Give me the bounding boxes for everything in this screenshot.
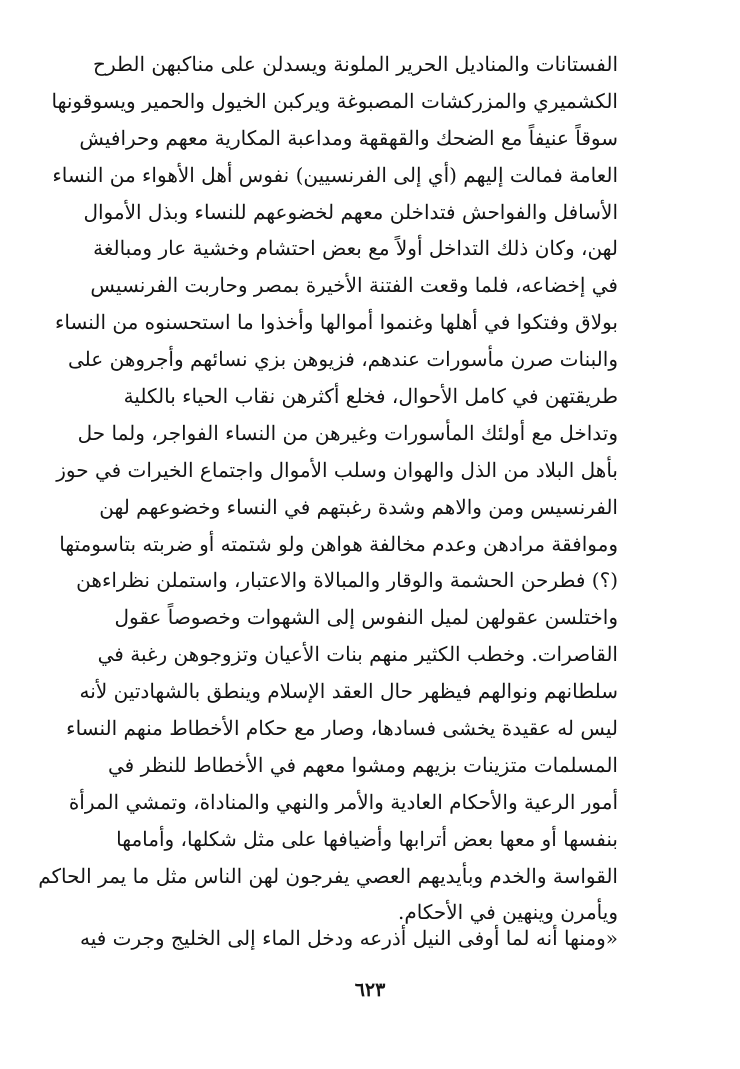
- text-line: لهن، وكان ذلك التداخل أولاً مع بعض احتشام وخشية عار ومبالغة: [93, 236, 618, 261]
- text-line: المسلمات متزينات بزيهم ومشوا معهم في الأخطاط للنظر في: [108, 752, 618, 777]
- main-paragraph: [38, 46, 618, 931]
- text-line: (؟) فطرحن الحشمة والوقار والمبالاة والاعتبار، واستملن نظراءهن: [76, 568, 618, 593]
- text-line: ويأمرن وينهين في الأحكام.: [398, 900, 618, 925]
- text-line: وموافقة مرادهن وعدم مخالفة هواهن ولو شتمته أو ضربته بتاسومتها: [59, 531, 618, 556]
- text-line: الكشميري والمزركشات المصبوغة ويركبن الخيول والحمير ويسوقونها: [51, 88, 618, 113]
- text-line: سلطانهم ونوالهم فيظهر حال العقد الإسلام وينطق بالشهادتين لأنه: [79, 679, 618, 704]
- text-line: طريقتهن في كامل الأحوال، فخلع أكثرهن نقاب الحياء بالكلية: [123, 384, 618, 409]
- text-line: سوقاً عنيفاً مع الضحك والقهقهة ومداعبة المكارية معهم وحرافيش: [79, 125, 618, 150]
- next-paragraph: [79, 920, 618, 957]
- next-paragraph-first-line: «ومنها أنه لما أوفى النيل أذرعه ودخل الماء إلى الخليج وجرت فيه: [79, 926, 618, 950]
- text-line: العامة فمالت إليهم (أي إلى الفرنسيين) نفوس أهل الأهواء من النساء: [52, 162, 618, 187]
- text-line: بولاق وفتكوا في أهلها وغنموا أموالها وأخذوا ما استحسنوه من النساء: [54, 310, 618, 335]
- text-line: بأهل البلاد من الذل والهوان وسلب الأموال واجتماع الخيرات في حوز: [56, 457, 618, 482]
- text-line: الأسافل والفواحش فتداخلن معهم لخضوعهم للنساء وبذل الأموال: [83, 199, 618, 224]
- text-line: الفرنسيس ومن والاهم وشدة رغبتهم في النساء وخضوعهم لهن: [99, 494, 618, 519]
- page-number: ٦٢٣: [354, 979, 386, 1001]
- text-line: والبنات صرن مأسورات عندهم، فزيوهن بزي نسائهم وأجروهن على: [68, 347, 618, 372]
- text-line: القاصرات. وخطب الكثير منهم بنات الأعيان وتزوجوهن رغبة في: [97, 642, 618, 667]
- text-line: الفستانات والمناديل الحرير الملونة ويسدلن على مناكبهن الطرح: [93, 52, 618, 76]
- text-line: ليس له عقيدة يخشى فسادها، وصار مع حكام الأخطاط منهم النساء: [66, 716, 618, 741]
- text-line: بنفسها أو معها بعض أترابها وأضيافها على مثل شكلها، وأمامها: [116, 826, 618, 851]
- text-line: أمور الرعية والأحكام العادية والأمر والنهي والمناداة، وتمشي المرأة: [68, 789, 618, 814]
- text-line: وتداخل مع أولئك المأسورات وغيرهن من النساء الفواجر، ولما حل: [77, 420, 618, 445]
- text-line: واختلسن عقولهن لميل النفوس إلى الشهوات وخصوصاً عقول: [114, 605, 618, 630]
- text-line: في إخضاعه، فلما وقعت الفتنة الأخيرة بمصر وحاربت الفرنسيس: [90, 273, 618, 298]
- text-line: القواسة والخدم وبأيديهم العصي يفرجون لهن الناس مثل ما يمر الحاكم: [38, 863, 618, 888]
